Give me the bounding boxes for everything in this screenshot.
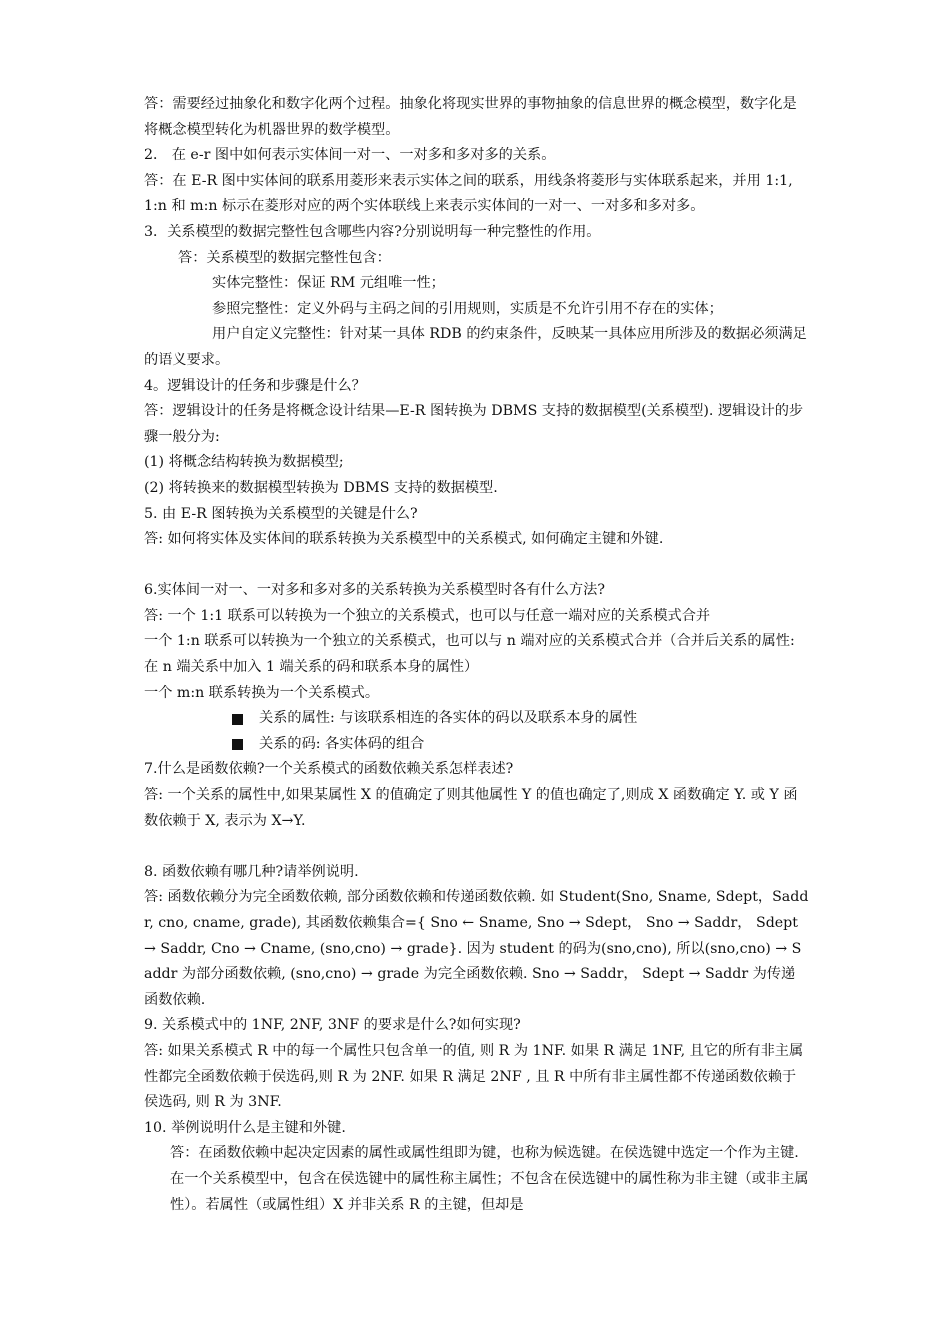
square-bullet-icon xyxy=(232,714,243,725)
question-7: 7.什么是函数依赖?一个关系模式的函数依赖关系怎样表述? xyxy=(144,761,514,778)
answer-6-one-to-one: 答: 一个 1:1 联系可以转换为一个独立的关系模式，也可以与任意一端对应的关系模式合并 xyxy=(144,607,711,624)
question-5: 5. 由 E-R 图转换为关系模型的关键是什么? xyxy=(144,505,418,522)
blank-line xyxy=(144,553,809,579)
document-page xyxy=(144,92,809,1218)
question-10: 10. 举例说明什么是主键和外键. xyxy=(144,1119,346,1136)
question-2: 2． 在 e-r 图中如何表示实体间一对一、一对多和多对多的关系。 xyxy=(144,147,556,164)
answer-1-text: 答：需要经过抽象化和数字化两个过程。抽象化将现实世界的事物抽象的信息世界的概念模型，数字化是将概念模型转化为机器世界的数学模型。 xyxy=(144,96,797,138)
question-3: 3．关系模型的数据完整性包含哪些内容?分别说明每一种完整性的作用。 xyxy=(144,223,601,240)
answer-10-text: 答：在函数依赖中起决定因素的属性或属性组即为键，也称为候选键。在侯选键中选定一个作为主键. 在一个关系模型中，包含在侯选键中的属性称主属性；不包含在侯选键中的属性称为非主键（或非主属性）。若属性（或属性组）X 并非关系 R 的主键，但却是 xyxy=(170,1145,809,1213)
answer-4-step-1: (1) 将概念结构转换为数据模型; xyxy=(144,454,344,471)
bullet-item-attributes xyxy=(144,706,809,732)
question-6: 6.实体间一对一、一对多和多对多的关系转换为关系模型时各有什么方法? xyxy=(144,582,605,599)
answer-7-text: 答: 一个关系的属性中,如果某属性 X 的值确定了则其他属性 Y 的值也确定了,则成 X 函数确定 Y. 或 Y 函数依赖于 X, 表示为 X→Y. xyxy=(144,787,798,829)
answer-8-text: 答: 函数依赖分为完全函数依赖, 部分函数依赖和传递函数依赖. 如 Student(Sno, Sname, Sdept，Saddr, cno, cname, grade), 其函数依赖集合={ Sno ← Sname, Sno → Sdept， Sno → Saddr， Sdept → Saddr, Cno → Cname, (sno,cno) → grade}. 因为 student 的码为(sno,cno), 所以(sno,cno) → Saddr 为部分函数依赖, (sno,cno) → grade 为完全函数依赖. Sno → Saddr， Sdept → Saddr 为传递函数依赖. xyxy=(144,889,809,1008)
answer-6-one-to-many: 一个 1:n 联系可以转换为一个独立的关系模式，也可以与 n 端对应的关系模式合并（合并后关系的属性: 在 n 端关系中加入 1 端关系的码和联系本身的属性） xyxy=(144,633,795,676)
user-defined-integrity-text: 用户自定义完整性：针对某一具体 RDB 的约束条件，反映某一具体应用所涉及的数据必须满足的语义要求。 xyxy=(144,326,807,368)
answer-4-text: 答：逻辑设计的任务是将概念设计结果—E-R 图转换为 DBMS 支持的数据模型(关系模型). 逻辑设计的步骤一般分为: xyxy=(144,403,804,445)
referential-integrity-text: 参照完整性：定义外码与主码之间的引用规则，实质是不允许引用不存在的实体； xyxy=(212,300,723,317)
entity-integrity-text: 实体完整性：保证 RM 元组唯一性； xyxy=(212,275,445,292)
question-8: 8. 函数依赖有哪几种?请举例说明. xyxy=(144,863,359,880)
answer-4-step-2: (2) 将转换来的数据模型转换为 DBMS 支持的数据模型. xyxy=(144,479,498,496)
square-bullet-icon xyxy=(232,739,243,750)
question-4: 4。逻辑设计的任务和步骤是什么？ xyxy=(144,377,366,394)
blank-line xyxy=(144,834,809,860)
bullet-item-label: 关系的码: 各实体码的组合 xyxy=(259,735,425,752)
question-9: 9. 关系模式中的 1NF, 2NF, 3NF 的要求是什么?如何实现? xyxy=(144,1017,521,1034)
answer-2-text: 答：在 E-R 图中实体间的联系用菱形来表示实体之间的联系，用线条将菱形与实体联系起来，并用 1:1, 1:n 和 m:n 标示在菱形对应的两个实体联线上来表示实体间的一对一、一对多和多对多。 xyxy=(144,172,793,215)
answer-6-many-to-many: 一个 m:n 联系转换为一个关系模式。 xyxy=(144,684,380,701)
answer-9-text: 答: 如果关系模式 R 中的每一个属性只包含单一的值, 则 R 为 1NF. 如果 R 满足 1NF, 且它的所有非主属性都完全函数依赖于侯选码,则 R 为 2NF. 如果 R 满足 2NF , 且 R 中所有非主属性都不传递函数依赖于侯选码, 则 R 为 3NF. xyxy=(144,1042,804,1111)
bullet-item-label: 关系的属性: 与该联系相连的各实体的码以及联系本身的属性 xyxy=(259,710,638,727)
answer-5-text: 答: 如何将实体及实体间的联系转换为关系模型中的关系模式, 如何确定主键和外键. xyxy=(144,531,664,548)
bullet-item-key xyxy=(144,732,809,758)
answer-3-intro: 答：关系模型的数据完整性包含： xyxy=(178,249,391,266)
